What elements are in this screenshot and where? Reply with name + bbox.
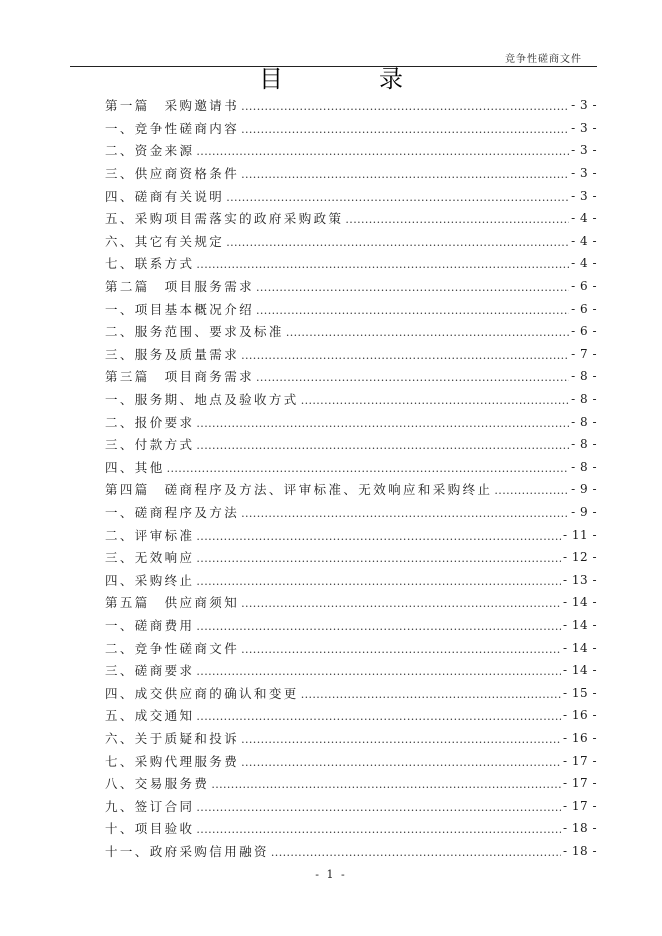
toc-entry[interactable] bbox=[105, 636, 597, 659]
toc-leader bbox=[241, 506, 569, 518]
toc-entry[interactable] bbox=[105, 410, 597, 433]
toc-entry-page: - 4 - bbox=[571, 211, 597, 226]
page-number: - 1 - bbox=[315, 868, 347, 881]
toc-entry[interactable] bbox=[105, 162, 597, 185]
toc-entry[interactable] bbox=[105, 523, 597, 546]
toc-entry[interactable] bbox=[105, 275, 597, 298]
toc-entry-page: - 3 - bbox=[571, 98, 597, 113]
toc-entry[interactable] bbox=[105, 614, 597, 637]
toc-entry[interactable] bbox=[105, 727, 597, 750]
toc-leader bbox=[241, 755, 561, 767]
toc-leader bbox=[345, 212, 569, 224]
toc-entry[interactable] bbox=[105, 568, 597, 591]
running-header: 竞争性磋商文件 bbox=[505, 54, 582, 65]
toc-entry[interactable] bbox=[105, 546, 597, 569]
toc-entry[interactable] bbox=[105, 365, 597, 388]
toc-entry[interactable] bbox=[105, 320, 597, 343]
toc-entry-label: 三、服务及质量需求 bbox=[105, 346, 240, 362]
toc-leader bbox=[241, 596, 561, 608]
toc-entry-page: - 8 - bbox=[571, 459, 597, 474]
toc-entry[interactable] bbox=[105, 681, 597, 704]
toc-leader bbox=[494, 483, 569, 495]
toc-leader bbox=[196, 144, 569, 156]
toc-entry-label: 十、项目验收 bbox=[105, 821, 195, 837]
toc-entry[interactable] bbox=[105, 388, 597, 411]
toc-entry-label: 五、成交通知 bbox=[105, 708, 195, 724]
toc-leader bbox=[241, 122, 569, 134]
toc-entry-page: - 11 - bbox=[562, 527, 597, 542]
toc-entry-page: - 4 - bbox=[571, 256, 597, 271]
toc-entry[interactable] bbox=[105, 704, 597, 727]
toc-leader bbox=[196, 529, 561, 541]
toc-leader bbox=[301, 393, 569, 405]
toc-entry-label: 四、其他 bbox=[105, 459, 165, 475]
toc-entry-page: - 17 - bbox=[562, 753, 597, 768]
toc-entry-label: 三、磋商要求 bbox=[105, 663, 195, 679]
toc-entry[interactable] bbox=[105, 591, 597, 614]
toc-entry-label: 二、报价要求 bbox=[105, 414, 195, 430]
toc-leader bbox=[256, 280, 569, 292]
toc-entry-label: 第三篇 项目商务需求 bbox=[105, 369, 255, 385]
toc-entry-page: - 8 - bbox=[571, 414, 597, 429]
toc-entry-page: - 14 - bbox=[562, 663, 597, 678]
toc-entry-label: 第一篇 采购邀请书 bbox=[105, 98, 240, 114]
toc-entry-label: 四、磋商有关说明 bbox=[105, 188, 225, 204]
toc-leader bbox=[196, 664, 561, 676]
toc-entry-label: 三、付款方式 bbox=[105, 437, 195, 453]
toc-leader bbox=[211, 777, 561, 789]
toc-entry-page: - 3 - bbox=[571, 188, 597, 203]
toc-leader bbox=[226, 235, 569, 247]
toc-entry-page: - 13 - bbox=[562, 572, 597, 587]
toc-entry-label: 九、签订合同 bbox=[105, 798, 195, 814]
toc-leader bbox=[196, 416, 569, 428]
toc-entry-page: - 3 - bbox=[571, 143, 597, 158]
toc-entry-page: - 16 - bbox=[562, 730, 597, 745]
toc-entry-label: 五、采购项目需落实的政府采购政策 bbox=[105, 211, 344, 227]
toc-leader bbox=[256, 370, 569, 382]
toc-entry-label: 八、交易服务费 bbox=[105, 776, 210, 792]
toc-entry[interactable] bbox=[105, 252, 597, 275]
toc-entry-label: 四、采购终止 bbox=[105, 572, 195, 588]
toc-entry-page: - 8 - bbox=[571, 437, 597, 452]
toc-leader bbox=[196, 619, 561, 631]
toc-entry-page: - 18 - bbox=[562, 843, 597, 858]
toc-entry-label: 七、采购代理服务费 bbox=[105, 753, 240, 769]
toc-entry-label: 第二篇 项目服务需求 bbox=[105, 279, 255, 295]
toc-leader bbox=[241, 99, 569, 111]
toc-leader bbox=[241, 167, 569, 179]
toc-entry-label: 二、竞争性磋商文件 bbox=[105, 640, 240, 656]
toc-entry[interactable] bbox=[105, 749, 597, 772]
toc-entry-page: - 7 - bbox=[571, 346, 597, 361]
toc-entry-label: 二、资金来源 bbox=[105, 143, 195, 159]
toc-entry-label: 二、服务范围、要求及标准 bbox=[105, 324, 284, 340]
toc-entry-label: 一、项目基本概况介绍 bbox=[105, 301, 255, 317]
toc-leader bbox=[241, 732, 561, 744]
toc-entry-label: 三、无效响应 bbox=[105, 550, 195, 566]
toc-entry-label: 第四篇 磋商程序及方法、评审标准、无效响应和采购终止 bbox=[105, 482, 493, 498]
toc-entry-page: - 6 - bbox=[571, 279, 597, 294]
toc-entry[interactable] bbox=[105, 659, 597, 682]
toc-entry-page: - 17 - bbox=[562, 776, 597, 791]
toc-entry-page: - 16 - bbox=[562, 708, 597, 723]
toc-entry-page: - 4 - bbox=[571, 233, 597, 248]
toc-entry-page: - 9 - bbox=[571, 482, 597, 497]
toc-leader bbox=[196, 709, 561, 721]
toc-entry[interactable] bbox=[105, 184, 597, 207]
toc-leader bbox=[241, 348, 569, 360]
toc-entry-label: 第五篇 供应商须知 bbox=[105, 595, 240, 611]
toc-entry-page: - 14 - bbox=[562, 617, 597, 632]
toc-entry-label: 十一、政府采购信用融资 bbox=[105, 843, 269, 859]
toc-entry-page: - 17 - bbox=[562, 798, 597, 813]
toc-entry-label: 七、联系方式 bbox=[105, 256, 195, 272]
toc-entry-label: 四、成交供应商的确认和变更 bbox=[105, 685, 299, 701]
toc-entry[interactable] bbox=[105, 433, 597, 456]
toc-entry-page: - 18 - bbox=[562, 821, 597, 836]
toc-entry-page: - 9 - bbox=[571, 504, 597, 519]
toc-entry-label: 六、关于质疑和投诉 bbox=[105, 730, 240, 746]
toc-entry[interactable] bbox=[105, 772, 597, 795]
toc-entry-label: 二、评审标准 bbox=[105, 527, 195, 543]
toc-entry[interactable] bbox=[105, 794, 597, 817]
toc-leader bbox=[226, 190, 569, 202]
toc-entry[interactable] bbox=[105, 207, 597, 230]
toc-leader bbox=[256, 303, 569, 315]
toc-leader bbox=[301, 687, 561, 699]
toc-entry-label: 一、磋商程序及方法 bbox=[105, 504, 240, 520]
toc-entry-label: 六、其它有关规定 bbox=[105, 233, 225, 249]
toc-entry-page: - 6 - bbox=[571, 324, 597, 339]
toc-entry-page: - 3 - bbox=[571, 120, 597, 135]
toc-leader bbox=[286, 325, 569, 337]
toc-entry[interactable] bbox=[105, 343, 597, 366]
toc-entry-page: - 15 - bbox=[562, 685, 597, 700]
toc-entry-page: - 8 - bbox=[571, 392, 597, 407]
toc-entry[interactable] bbox=[105, 117, 597, 140]
toc-entry[interactable] bbox=[105, 817, 597, 840]
toc-leader bbox=[196, 822, 561, 834]
toc-entry-page: - 8 - bbox=[571, 369, 597, 384]
toc-entry[interactable] bbox=[105, 456, 597, 479]
toc-leader bbox=[196, 800, 561, 812]
toc-entry[interactable] bbox=[105, 501, 597, 524]
toc-leader bbox=[196, 257, 569, 269]
toc-leader bbox=[196, 438, 569, 450]
toc-entry[interactable] bbox=[105, 139, 597, 162]
toc-entry-page: - 6 - bbox=[571, 301, 597, 316]
toc-entry[interactable] bbox=[105, 230, 597, 253]
toc-list bbox=[105, 94, 597, 862]
toc-entry[interactable] bbox=[105, 297, 597, 320]
toc-entry[interactable] bbox=[105, 840, 597, 863]
toc-entry-label: 一、磋商费用 bbox=[105, 617, 195, 633]
toc-leader bbox=[167, 461, 570, 473]
toc-leader bbox=[196, 551, 561, 563]
toc-leader bbox=[196, 574, 561, 586]
toc-leader bbox=[271, 845, 561, 857]
toc-entry-page: - 12 - bbox=[562, 550, 597, 565]
toc-entry[interactable] bbox=[105, 478, 597, 501]
toc-title: 目 录 bbox=[259, 65, 439, 93]
toc-entry-label: 一、竞争性磋商内容 bbox=[105, 120, 240, 136]
toc-leader bbox=[241, 642, 561, 654]
toc-entry[interactable] bbox=[105, 94, 597, 117]
toc-entry-page: - 14 - bbox=[562, 595, 597, 610]
toc-entry-label: 三、供应商资格条件 bbox=[105, 166, 240, 182]
toc-entry-label: 一、服务期、地点及验收方式 bbox=[105, 392, 299, 408]
toc-entry-page: - 3 - bbox=[571, 166, 597, 181]
toc-entry-page: - 14 - bbox=[562, 640, 597, 655]
